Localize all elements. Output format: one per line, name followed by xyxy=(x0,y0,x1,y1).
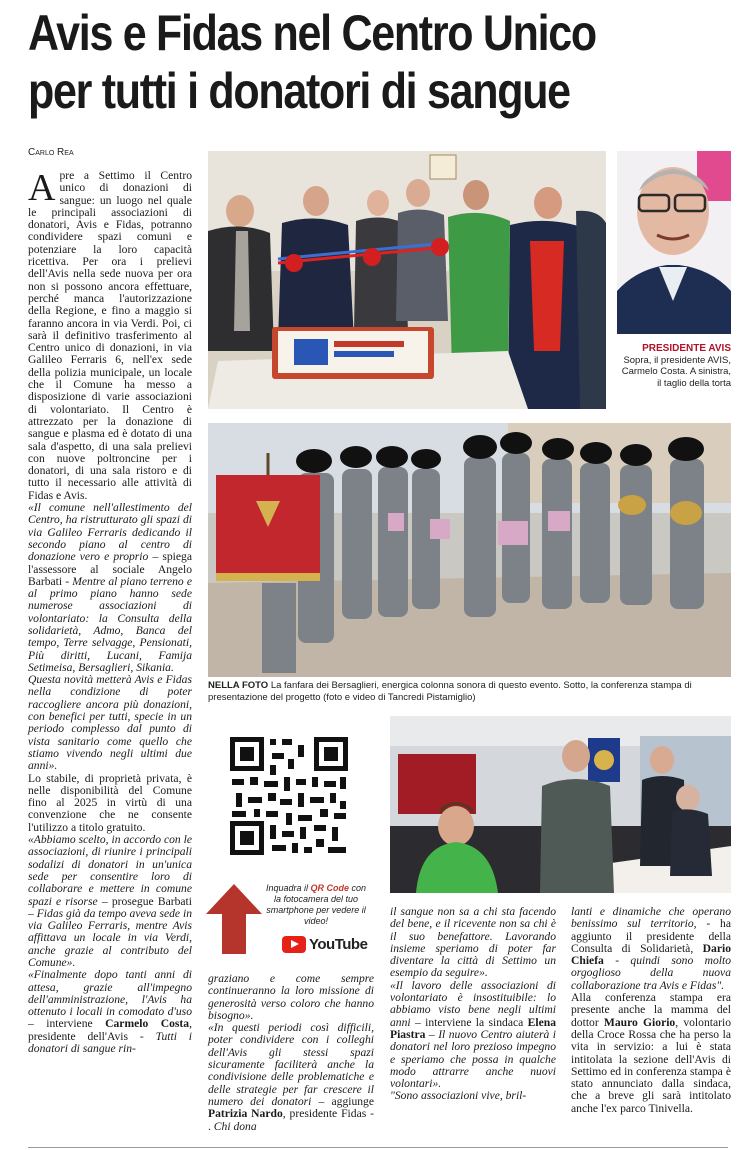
text: - ha aggiunto il presidente della Consulta di Solidarietà, xyxy=(571,917,731,955)
press-conference-photo xyxy=(390,716,731,893)
paragraph xyxy=(571,906,731,992)
quote: «Il lavoro delle associazioni di volontariato è insostituibile: lo abbiamo visto bene negli ultimi anni xyxy=(390,978,556,1029)
article-column-2 xyxy=(208,973,374,1133)
qr-text-post: con la fotocamera del tuo smartphone per vedere il video! xyxy=(266,883,367,926)
cake-cutting-photo xyxy=(208,151,606,409)
headline-line-2: per tutti i donatori di sangue xyxy=(28,63,570,119)
bersaglieri-band-illustration xyxy=(208,423,731,677)
youtube-play-icon xyxy=(282,936,306,953)
article-column-4 xyxy=(571,906,731,1115)
quote: «Finalmente dopo tanti anni di attesa, grazie all'impegno dell'amministrazione, l'Avis ha ottenuto i locali in comodato d'uso xyxy=(28,968,192,1019)
quote: «In questi periodi così difficili, poter condividere con i colleghi dell'Avis gli stessi spazi sicuramente faciliterà anche la condivisione delle problematiche e delle strategie per far crescere il numero dei donatori xyxy=(208,1021,374,1108)
person-name: Elena Piastra xyxy=(390,1015,556,1041)
cake-cutting-illustration xyxy=(208,151,606,409)
youtube-wordmark: YouTube xyxy=(309,936,368,953)
text: Alla conferenza stampa era presente anche la mamma del dottor xyxy=(571,991,731,1029)
article-column-1 xyxy=(28,167,193,1056)
headline-line-1: Avis e Fidas nel Centro Unico xyxy=(28,5,596,61)
text: – aggiunge xyxy=(311,1094,375,1108)
president-caption xyxy=(617,343,731,389)
quote: Il nuovo Centro aiuterà i donatori nel loro prezioso impegno e speriamo che possa in qualche modo attrarre anche nuovi volontari». xyxy=(390,1027,557,1091)
text: - xyxy=(603,954,631,968)
quote: Mentre al piano terreno e al primo piano hanno sede numerose associazioni di volontariato: la Consulta della solidarietà, Admo, Banca del tempo, Terre selvagge, Pensionati, Più diritti, Lucani, Famija Setimeisa, Bersaglieri, Sikania. xyxy=(28,574,192,674)
qr-text-highlight: QR Code xyxy=(310,883,350,893)
article-column-3 xyxy=(390,906,556,1103)
person-name: Dario Chiefa xyxy=(571,941,731,968)
text: – interviene la sindaca xyxy=(410,1015,528,1029)
quote: Fidas già da tempo aveva sede in via Galileo Ferraris, mentre Avis affittava un locale in via Verdi, anche grazie al contributo del Comune». xyxy=(28,906,192,969)
paragraph xyxy=(28,834,192,969)
text: , volontario della Croce Rossa che ha perso la vita in servizio: a lui è stata intitolata la sezione dell'Avis di Settimo ed in conferenza stampa è stato annunciato dalla sindaca, che a breve gli sarà intitolato anche l'ex parco Tinivella. xyxy=(571,1015,731,1115)
text: pre a Settimo il Centro unico di donazioni di sangue: un luogo nel quale le principali associazioni di donatori, Avis e Fidas, potranno condividere spazi comuni e potenziare la loro capacità ricettiva. Per ora i prelievi dell'Avis nella sede nuova per ora non si possono ancora effettuare, perché manca l'autorizzazione della Regione, e fino a maggio si faranno ancora in via Verdi. Poi, ci sarà il definitivo trasferimento al Centro unico di donazioni, in via Galileo Ferraris 6, nell'ex sede della polizia municipale, un locale che il Comune ha messo a disposizione di varie associazioni di volontariato. Il Centro è attrezzato per la donazione di sangue e plasma ed è dotato di una sala d'aspetto, di una sala prelievi con nuove poltroncine per i donatori, di una sala ristoro e di tutto il necessario alle attività di Fidas e Avis. xyxy=(28,169,192,502)
paragraph xyxy=(390,980,556,1091)
quote: «Abbiamo scelto, in accordo con le associazioni, di riunire i principali sodalizi di donatori in un'unica sede per consentire loro di collaborare e mettere in comune spazi e risorse xyxy=(28,833,192,908)
band-caption-text: La fanfara dei Bersaglieri, energica colonna sonora di questo evento. Sotto, la conferenza stampa di presentazione del progetto (foto e video di Tancredi Pistamiglio) xyxy=(208,680,692,703)
press-conference-illustration xyxy=(390,716,731,893)
text: – xyxy=(425,1027,439,1041)
qr-instructions xyxy=(262,883,370,927)
quote: lanti e dinamiche che operano benissimo sul territorio, xyxy=(571,905,731,931)
text: – prosegue Barbati – xyxy=(28,894,192,920)
paragraph xyxy=(28,969,192,1055)
quote: quindi sono molto orgoglioso della nuova collaborazione tra Avis e Fidas". xyxy=(571,954,731,992)
bottom-rule xyxy=(28,1147,728,1148)
paragraph: graziano e come sempre continueranno la loro missione di generosità verso coloro che hanno bisogno». xyxy=(208,972,374,1022)
president-portrait-photo xyxy=(617,151,731,334)
qr-code-graphic xyxy=(228,735,350,857)
president-caption-text: Sopra, il presidente AVIS, Carmelo Costa. A sinistra, il taglio della torta xyxy=(621,354,731,389)
bersaglieri-band-photo xyxy=(208,423,731,677)
drop-cap: A xyxy=(28,167,56,209)
text: , presidente Fidas - . xyxy=(208,1107,374,1133)
qr-code[interactable] xyxy=(228,735,350,857)
text: – interviene xyxy=(28,1017,106,1031)
text: – spiega l'assessore al sociale Angelo Barbati - xyxy=(28,550,192,588)
headline xyxy=(28,4,630,120)
qr-text-pre: Inquadra il xyxy=(265,883,311,893)
paragraph: Questa novità metterà Avis e Fidas nella condizione di poter raccogliere ancora più donazioni, con benefici per tutti, specie in un periodo complesso dal punto di vista sanitario come quello che stiamo vivendo negli ultimi due anni». xyxy=(28,673,192,773)
paragraph: Lo stabile, di proprietà privata, è nelle disponibilità del Comune fino al 2025 in virtù di una convenzione che ne consente l'utilizzo a titolo gratuito. xyxy=(28,771,192,834)
person-name: Patrizia Nardo xyxy=(208,1107,283,1121)
youtube-logo[interactable] xyxy=(282,936,367,953)
paragraph xyxy=(28,502,192,674)
paragraph xyxy=(571,992,731,1115)
quote: Tutti i donatori di sangue rin- xyxy=(28,1029,193,1056)
up-arrow-icon xyxy=(206,884,262,954)
paragraph: "Sono associazioni vive, bril- xyxy=(390,1089,527,1103)
paragraph xyxy=(28,167,192,502)
arrow-shape xyxy=(206,884,262,954)
person-name: Mauro Giorio xyxy=(603,1015,676,1029)
byline: Carlo Rea xyxy=(28,147,74,158)
quote: Chi dona xyxy=(213,1119,257,1133)
president-portrait-illustration xyxy=(617,151,731,334)
paragraph: il sangue non sa a chi sta facendo del bene, e il ricevente non sa chi è il suo benefattore. Lavorando insieme speriamo di poter far diventare la città di Settimo un esempio da seguire». xyxy=(390,905,556,980)
band-caption xyxy=(208,680,731,703)
quote: «Il comune nell'allestimento del Centro, ha ristrutturato gli spazi di via Galileo Ferraris dedicando il secondo piano al centro di donazione vero e proprio xyxy=(28,501,192,564)
person-name: Carmelo Costa xyxy=(105,1017,190,1031)
paragraph xyxy=(208,1022,374,1133)
president-caption-title: PRESIDENTE AVIS xyxy=(642,343,731,354)
text: , presidente dell'Avis - xyxy=(28,1017,192,1043)
band-caption-label: NELLA FOTO xyxy=(208,680,269,691)
